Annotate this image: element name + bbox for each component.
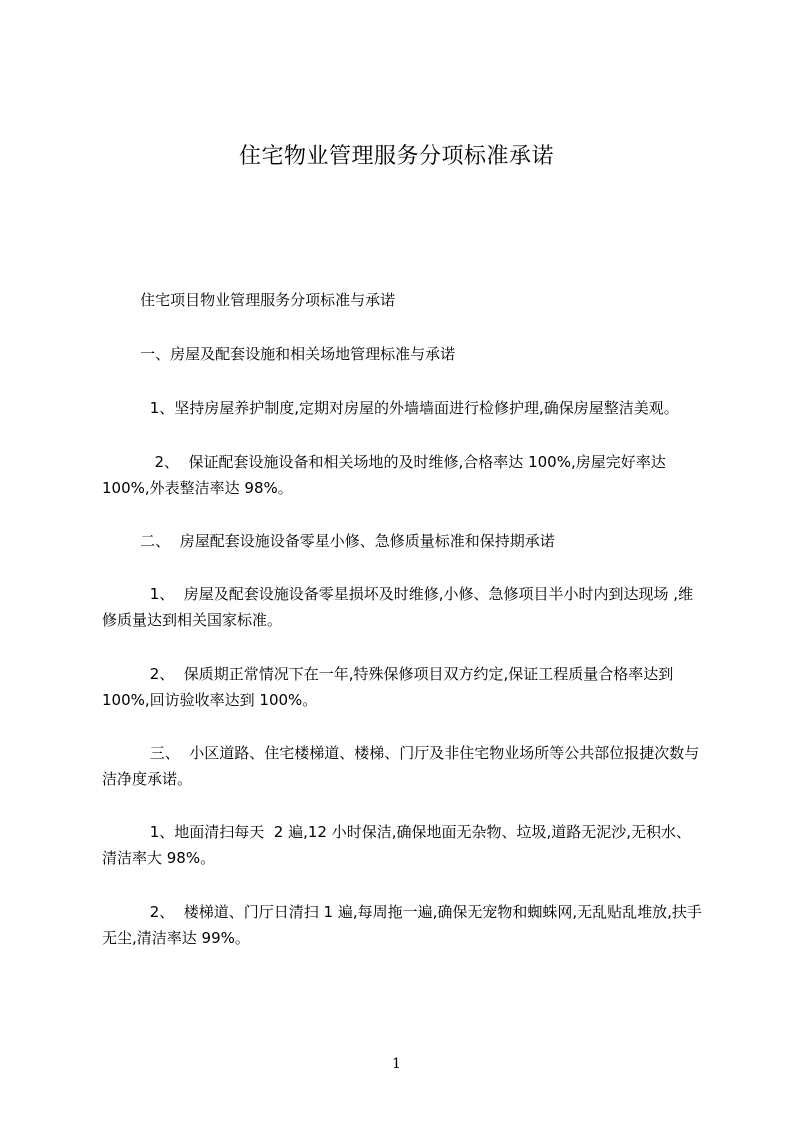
paragraph-section-2-item-1: 1、 房屋及配套设施设备零星损坏及时维修,小修、急修项目半小时内到达现场 ,维修质量达到相关国家标准。 bbox=[102, 585, 694, 629]
paragraph-section-3-item-2: 2、 楼梯道、门厅日清扫 1 遍,每周拖一遍,确保无宠物和蜘蛛网,无乱贴乱堆放,扶手无尘,清洁率达 99%。 bbox=[102, 903, 702, 947]
paragraph-section-1-heading: 一、房屋及配套设施和相关场地管理标准与承诺 bbox=[102, 345, 456, 363]
page-number: 1 bbox=[392, 1056, 401, 1072]
paragraph-subtitle: 住宅项目物业管理服务分项标准与承诺 bbox=[102, 291, 396, 309]
paragraph-section-3-heading: 三、 小区道路、住宅楼梯道、楼梯、门厅及非住宅物业场所等公共部位报捷次数与洁净度承诺。 bbox=[102, 744, 700, 788]
paragraph-section-1-item-1: 1、坚持房屋养护制度,定期对房屋的外墙墙面进行检修护理,确保房屋整洁美观。 bbox=[102, 399, 679, 417]
document-title: 住宅物业管理服务分项标准承诺 bbox=[238, 144, 554, 169]
paragraph-section-3-item-1: 1、地面清扫每天 2 遍,12 小时保洁,确保地面无杂物、垃圾,道路无泥沙,无积水、清洁率大 98%。 bbox=[102, 823, 692, 867]
paragraph-section-1-item-2: 2、 保证配套设施设备和相关场地的及时维修,合格率达 100%,房屋完好率达100%,外表整洁率达 98%。 bbox=[102, 453, 666, 497]
paragraph-section-2-heading: 二、 房屋配套设施设备零星小修、急修质量标准和保持期承诺 bbox=[102, 532, 555, 550]
paragraph-section-2-item-2: 2、 保质期正常情况下在一年,特殊保修项目双方约定,保证工程质量合格率达到100%,回访验收率达到 100%。 bbox=[102, 665, 674, 709]
